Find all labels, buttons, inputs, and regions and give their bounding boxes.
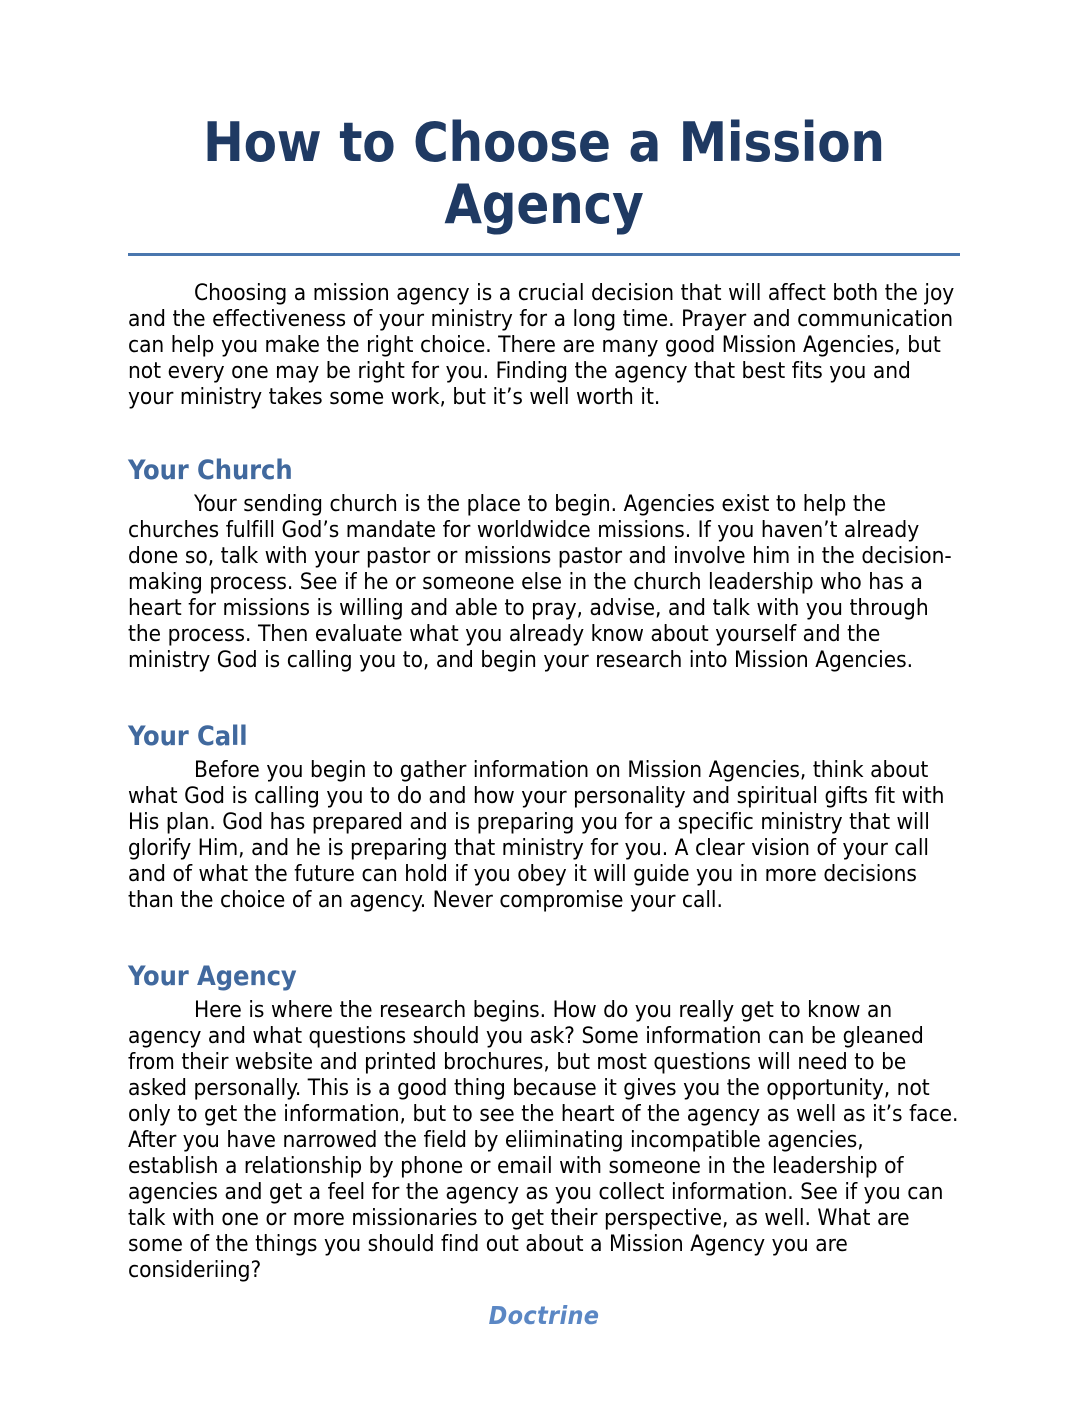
- section-paragraph-your-agency: Here is where the research begins. How do you really get to know an agency and what questions should you ask? Some information can be gleaned from their website and printed brochures, but most questions will need to be asked personally. This is a good thing because it gives you the opportunity, not only to get the information, but to see the heart of the agency as well as it’s face. After you have narrowed the field by eliiminating incompatible agencies, establish a relationship by phone or email with someone in the leadership of agencies and get a feel for the agency as you collect information. See if you can talk with one or more missionaries to get their perspective, as well. What are some of the things you should find out about a Mission Agency you are consideriing?: [128, 997, 959, 1283]
- subheading-doctrine: Doctrine: [488, 1301, 600, 1331]
- intro-paragraph: Choosing a mission agency is a crucial decision that will affect both the joy and the effectiveness of your ministry for a long time. Prayer and communication can help you make the right choice. There are many good Mission Agencies, but not every one may be right for you. Finding the agency that best fits you and your ministry takes some work, but it’s well worth it.: [128, 280, 955, 410]
- section-paragraph-your-church: Your sending church is the place to begin. Agencies exist to help the churches fulfill God’s mandate for worldwidce missions. If you haven’t already done so, talk with your pastor or missions pastor and involve him in the decision-making process. See if he or someone else in the church leadership who has a heart for missions is willing and able to pray, advise, and talk with you through the process. Then evaluate what you already know about yourself and the ministry God is calling you to, and begin your research into Mission Agencies.: [128, 491, 952, 673]
- section-paragraph-your-call: Before you begin to gather information on Mission Agencies, think about what God is calling you to do and how your personality and spiritual gifts fit with His plan. God has prepared and is preparing you for a specific ministry that will glorify Him, and he is preparing that ministry for you. A clear vision of your call and of what the future can hold if you obey it will guide you in more decisions than the choice of an agency. Never compromise your call.: [128, 757, 945, 913]
- page-title: How to Choose a Mission Agency: [203, 111, 885, 236]
- section-heading-your-church: Your Church: [128, 454, 293, 486]
- section-heading-your-agency: Your Agency: [128, 960, 297, 992]
- title-divider: [128, 253, 960, 256]
- section-heading-your-call: Your Call: [128, 720, 248, 752]
